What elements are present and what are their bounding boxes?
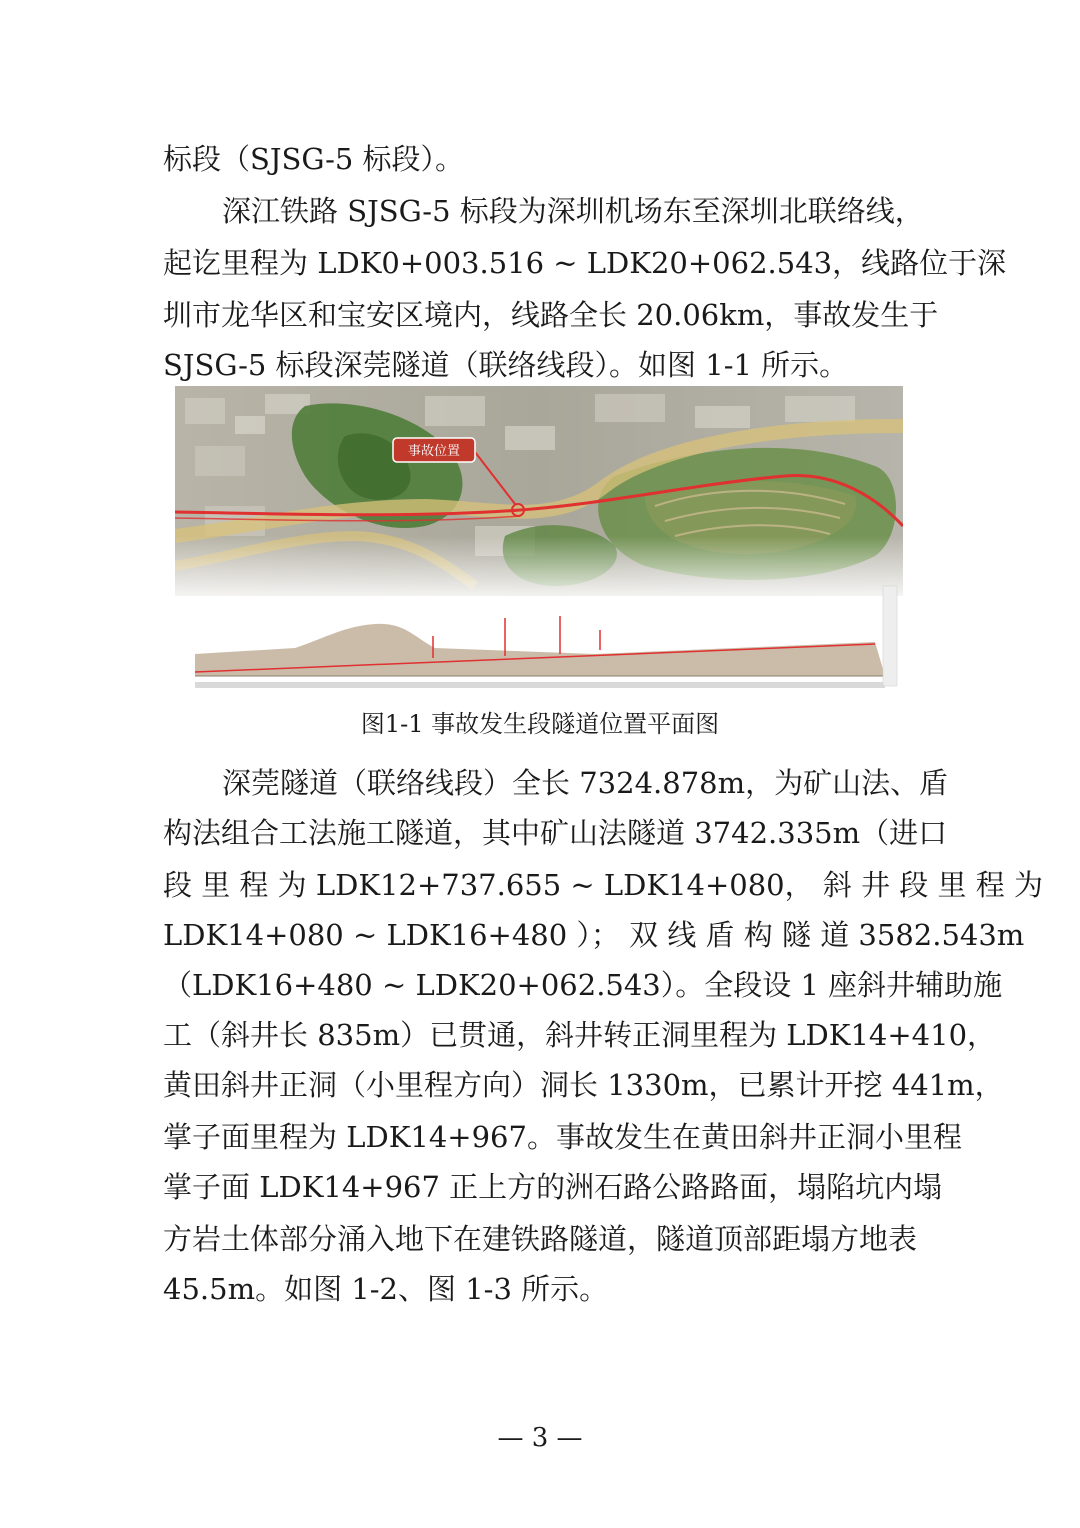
- aerial-map-image: [175, 386, 903, 694]
- paragraph-line: 构法组合工法施工隧道，其中矿山法隧道 3742.335m（进口: [163, 816, 948, 850]
- paragraph-line: （LDK16+480 ~ LDK20+062.543）。全段设 1 座斜井辅助施: [163, 968, 1003, 1002]
- figure-caption: 图1-1 事故发生段隧道位置平面图: [360, 710, 720, 738]
- paragraph-line: 深江铁路 SJSG-5 标段为深圳机场东至深圳北联络线，: [222, 194, 924, 228]
- page-number: — 3 —: [497, 1423, 583, 1453]
- paragraph-line: 掌子面 LDK14+967 正上方的洲石路公路路面，塌陷坑内塌: [163, 1170, 943, 1204]
- paragraph-line: LDK14+080 ~ LDK16+480 ）； 双 线 盾 构 隧 道 3582.543m: [163, 918, 1025, 952]
- paragraph-line: 起讫里程为 LDK0+003.516 ~ LDK20+062.543，线路位于深: [163, 246, 1007, 280]
- paragraph-line: 标段（SJSG-5 标段）。: [163, 142, 465, 176]
- tunnel-location-figure: [175, 386, 903, 694]
- paragraph-line: 方岩土体部分涌入地下在建铁路隧道，隧道顶部距塌方地表: [163, 1222, 918, 1256]
- paragraph-line: 工（斜井长 835m）已贯通，斜井转正洞里程为 LDK14+410，: [163, 1018, 997, 1052]
- paragraph-line: 深莞隧道（联络线段）全长 7324.878m，为矿山法、盾: [222, 766, 949, 800]
- paragraph-line: 45.5m。如图 1-2、图 1-3 所示。: [163, 1272, 609, 1306]
- paragraph-line: 掌子面里程为 LDK14+967。事故发生在黄田斜井正洞小里程: [163, 1120, 962, 1154]
- paragraph-line: 黄田斜井正洞（小里程方向）洞长 1330m，已累计开挖 441m，: [163, 1068, 1004, 1102]
- accident-location-label: 事故位置: [407, 444, 461, 459]
- paragraph-line: SJSG-5 标段深莞隧道（联络线段）。如图 1-1 所示。: [163, 348, 849, 382]
- paragraph-line: 段 里 程 为 LDK12+737.655 ~ LDK14+080， 斜 井 段 里 程 为: [163, 868, 1043, 902]
- paragraph-line: 圳市龙华区和宝安区境内，线路全长 20.06km，事故发生于: [163, 298, 939, 332]
